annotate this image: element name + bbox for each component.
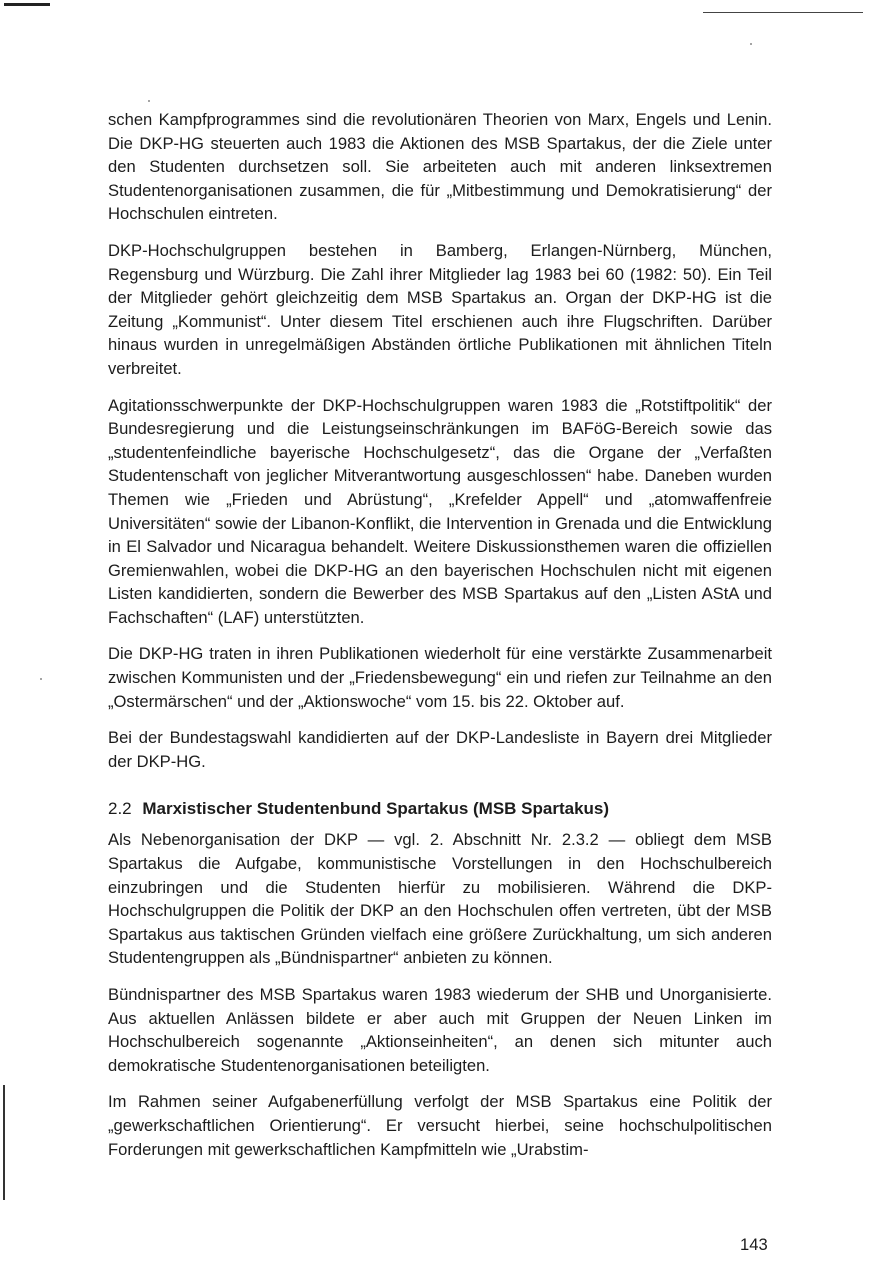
header-rule [703, 12, 863, 13]
page-number: 143 [740, 1235, 768, 1254]
paragraph: Bündnispartner des MSB Spartakus waren 1983 wiederum der SHB und Unorganisierte. Aus aktuellen Anlässen bildete er aber auch mit Gruppen der Neuen Linken im Hochschulbereich sogenannte „Aktionseinheiten“, an denen sich mitunter auch demokratische Studentenorganisationen beteiligten. [108, 985, 772, 1075]
section-heading [108, 797, 772, 820]
paragraph: DKP-Hochschulgruppen bestehen in Bamberg, Erlangen-Nürnberg, München, Regensburg und Würzburg. Die Zahl ihrer Mitglieder lag 1983 bei 60 (1982: 50). Ein Teil der Mitglieder gehört gleichzeitig dem MSB Spartakus an. Organ der DKP-HG ist die Zeitung „Kommunist“. Unter diesem Titel erschienen auch ihre Flugschriften. Darüber hinaus wurden in unregelmäßigen Abständen örtliche Publikationen mit ähnlichen Titeln verbreitet. [108, 240, 772, 378]
corner-scan-mark [4, 3, 50, 6]
section-number: 2.2 [108, 799, 132, 819]
scan-speck [40, 678, 42, 680]
paragraph: Agitationsschwerpunkte der DKP-Hochschulgruppen waren 1983 die „Rotstiftpolitik“ der Bundesregierung und die Leistungseinschränkungen im BAFöG-Bereich sowie das „studentenfeindliche bayerische Hochschulgesetz“, das die Organe der „Verfaßten Studentenschaft von jeglicher Mitverantwortung ausgeschlossen“ habe. Daneben wurden Themen wie „Frieden und Abrüstung“, „Krefelder Appell“ und „atomwaffenfreie Universitäten“ sowie der Libanon-Konflikt, die Intervention in Grenada und die Entwicklung in El Salvador und Nicaragua behandelt. Weitere Diskussionsthemen waren die offiziellen Gremienwahlen, wobei die DKP-HG an den bayerischen Hochschulen nicht mit eigenen Listen kandidierten, sondern die Bewerber des MSB Spartakus auf den „Listen AStA und Fachschaften“ (LAF) unterstützten. [108, 395, 772, 627]
paragraph: Bei der Bundestagswahl kandidierten auf der DKP-Landesliste in Bayern drei Mitglieder der DKP-HG. [108, 728, 772, 771]
scan-speck [148, 100, 150, 102]
paragraph: Die DKP-HG traten in ihren Publikationen wiederholt für eine verstärkte Zusammenarbeit zwischen Kommunisten und der „Friedensbewegung“ ein und riefen zur Teilnahme an den „Ostermärschen“ und der „Aktionswoche“ vom 15. bis 22. Oktober auf. [108, 644, 772, 711]
paragraph: Im Rahmen seiner Aufgabenerfüllung verfolgt der MSB Spartakus eine Politik der „gewerkschaftlichen Orientierung“. Er versucht hierbei, seine hochschulpolitischen Forderungen mit gewerkschaftlichen Kampfmitteln wie „Urabstim- [108, 1092, 772, 1159]
scan-speck [750, 43, 752, 45]
body-text [108, 108, 772, 1174]
margin-scan-line [3, 1085, 5, 1200]
paragraph: schen Kampfprogrammes sind die revolutionären Theorien von Marx, Engels und Lenin. Die DKP-HG steuerten auch 1983 die Aktionen des MSB Spartakus, der die Ziele unter den Studenten durchsetzen soll. Sie arbeiteten auch mit anderen linksextremen Studentenorganisationen zusammen, die für „Mitbestimmung und Demokratisierung“ der Hochschulen eintreten. [108, 110, 772, 224]
section-title: Marxistischer Studentenbund Spartakus (MSB Spartakus) [142, 799, 610, 819]
paragraph: Als Nebenorganisation der DKP — vgl. 2. Abschnitt Nr. 2.3.2 — obliegt dem MSB Spartakus die Aufgabe, kommunistische Vorstellungen in den Hochschulbereich einzubringen und die Studenten hierfür zu mobilisieren. Während die DKP-Hochschulgruppen die Politik der DKP an den Hochschulen offen vertreten, übt der MSB Spartakus aus taktischen Gründen vielfach eine größere Zurückhaltung, um sich anderen Studentengruppen als „Bündnispartner“ anbieten zu können. [108, 830, 772, 968]
